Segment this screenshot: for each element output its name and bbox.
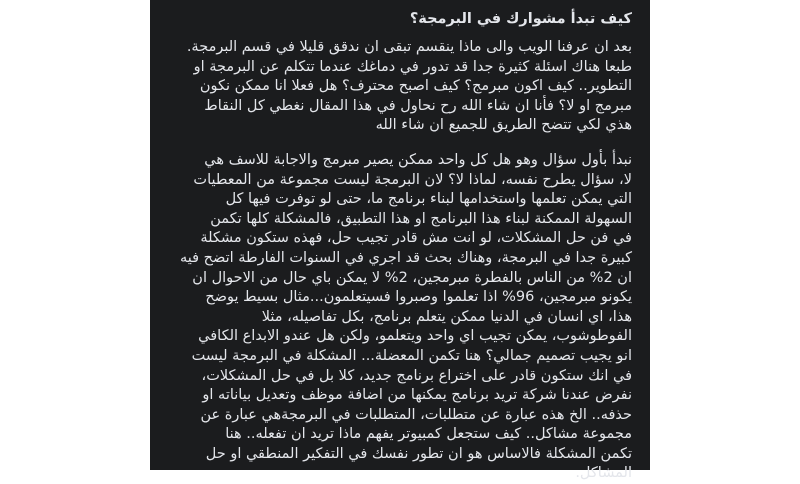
post-text-line: ان 2% من الناس بالفطرة مبرمجين، 2% لا يمكن باي حال من الاحوال ان bbox=[192, 269, 632, 286]
post-card bbox=[150, 0, 650, 482]
post-text-line: تكمن المشكلة فالاساس هو ان تطور نفسك في التفكير المنطقي او حل bbox=[205, 445, 632, 462]
post-text-line: التي يمكن تعلمها واستخدامها لبناء برنامج ما، حتى لو توفرت فيها كل bbox=[225, 191, 632, 208]
post-text-line: يكونو مبرمجين، 96% اذا تعلموا وصبروا فسيتعلمون...مثال بسيط يوضح bbox=[205, 289, 632, 306]
post-text-line: هذا، اي انسان في الدنيا ممكن يتعلم برنامج، بكل تفاصيله، مثلا bbox=[261, 308, 632, 325]
post-text-line: مبرمج او لا؟ فأنا ان شاء الله رح نحاول في هذا المقال نغطي كل النقاط bbox=[204, 97, 632, 114]
post-text-line: نبدأ بأول سؤال وهو هل كل واحد ممكن يصير مبرمج والاجابة للاسف هي bbox=[204, 151, 632, 168]
post-text-line: حذفه.. الخ هذه عبارة عن متطلبات، المتطلبات في البرمجةهي عبارة عن bbox=[200, 406, 632, 423]
post-text-line: في فن حل المشكلات، لو انت مش قادر تجيب حل، فهذه ستكون مشكلة bbox=[200, 230, 632, 247]
post-text-line: طبعا هناك اسئلة كثيرة جدا قد تدور في دماغك عندما تتكلم عن البرمجة او bbox=[193, 58, 632, 75]
post-text-line: هذي لكي تتضح الطريق للجميع ان شاء الله bbox=[375, 117, 632, 134]
post-text-line: مجموعة مشاكل.. كيف ستجعل كمبيوتر يفهم ماذا تريد ان تفعله.. هنا bbox=[225, 426, 632, 443]
post-text-line: بعد ان عرفنا الويب والى ماذا ينقسم تبقى ان ندقق قليلا في قسم البرمجة. bbox=[186, 39, 632, 55]
post-text-line: نفرض عندنا شركة تريد برنامج يمكنها من اضافة موظف وتعديل بياناته او bbox=[202, 387, 632, 404]
post-paragraph bbox=[162, 38, 632, 136]
post-text-line: السهولة الممكنة لبناء هذا البرنامج او هذا التطبيق، فالمشكلة كلها تكمن bbox=[210, 210, 632, 227]
post-text-line: لا، سؤال يطرح نفسه، لماذا لا؟ لان البرمجة ليست مجموعة من المعطيات bbox=[193, 171, 632, 188]
post-paragraph bbox=[162, 151, 632, 484]
post-text-line: المشاكل. bbox=[575, 465, 632, 482]
post-title: كيف تبدأ مشوارك في البرمجة؟ bbox=[409, 11, 632, 27]
post-body bbox=[162, 38, 632, 484]
post-text-line: كبيرة جدا في البرمجة، وهناك بحث قد اجري في السنوات الفارطة اتضح فيه bbox=[179, 249, 632, 266]
post-text-line: الفوطوشوب، يمكن تجيب اي واحد ويتعلمو، ولكن هل عندو الابداع الكافي bbox=[198, 328, 632, 345]
post-text-line: التطوير.. كيف اكون مبرمج؟ كيف اصبح محترف؟ هل فعلا انا ممكن نكون bbox=[199, 78, 632, 95]
post-text-line: انو يجيب تصميم جمالي؟ هنا تكمن المعضلة... المشكلة في البرمجة ليست bbox=[191, 347, 632, 364]
post-text-line: في انك ستكون قادر على اختراع برنامج جديد، كلا بل في حل المشكلات، bbox=[201, 367, 632, 384]
